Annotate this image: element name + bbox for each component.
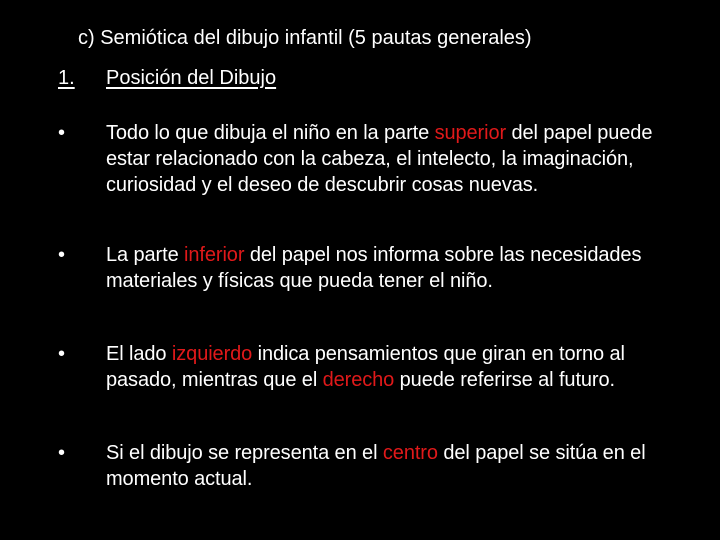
highlighted-term: derecho [322,369,395,391]
bullet-icon: • [58,343,66,365]
bullet-text-segment: del papel nos informa sobre las necesidades materiales y físicas que pueda tener el niño. [106,244,642,292]
highlighted-term: izquierdo [171,343,253,365]
highlighted-term: inferior [184,244,245,266]
bullet-icon: • [58,244,66,266]
bullet-icon: • [58,442,66,464]
highlighted-term: centro [382,442,438,464]
section-number: 1. [58,67,75,89]
bullet-text-segment: puede referirse al futuro. [394,369,615,391]
bullet-text [106,341,686,393]
section-heading-text: Posición del Dibujo [106,67,277,89]
bullet-text-segment: Todo lo que dibuja el niño en la parte [106,122,435,144]
bullet-text-segment: indica pensamientos que giran en torno al pasado, mientras que el [106,343,625,391]
slide-title: c) Semiótica del dibujo infantil (5 pautas generales) [78,27,532,49]
bullet-icon: • [58,122,66,144]
bullet-text-segment: Si el dibujo se representa en el [106,442,383,464]
bullet-text-segment: del papel se sitúa en el momento actual. [106,442,646,490]
highlighted-term: superior [434,122,507,144]
bullet-text-segment: La parte [106,244,185,266]
bullet-text-segment: del papel puede estar relacionado con la cabeza, el intelecto, la imaginación, curiosidad y el deseo de descubrir cosas nuevas. [106,122,653,196]
bullet-text [106,120,686,198]
bullet-text [106,242,686,294]
bullet-text [106,440,686,492]
bullet-text-segment: El lado [106,343,172,365]
